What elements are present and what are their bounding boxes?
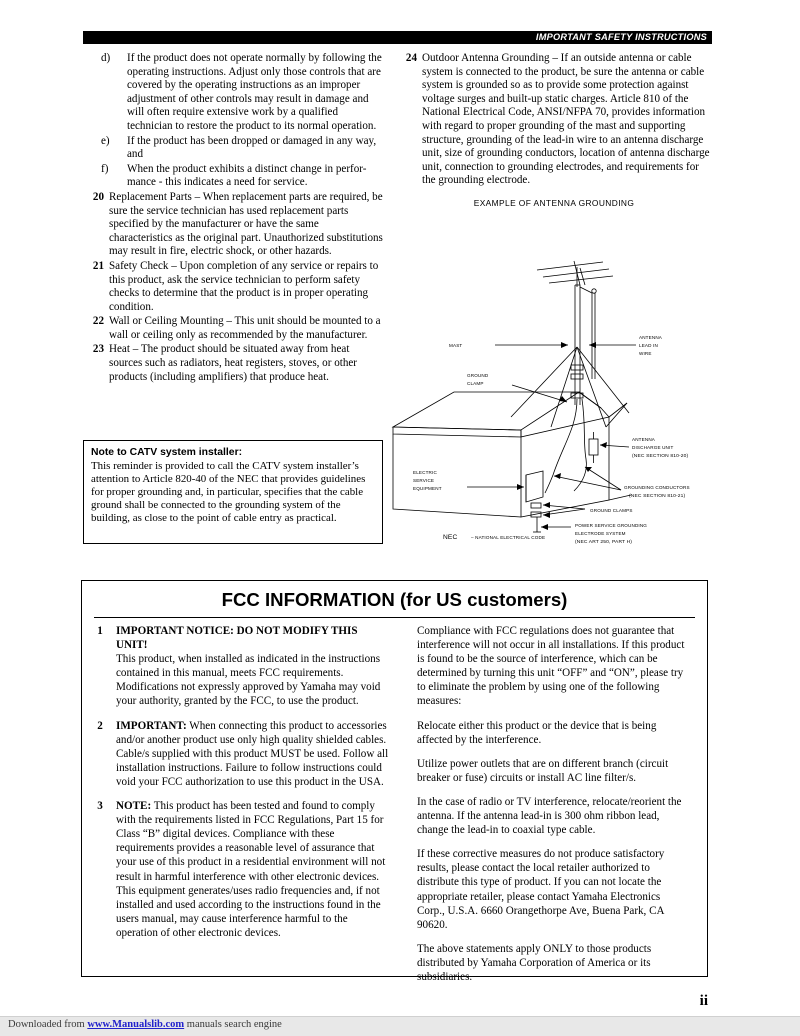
diagram-label-electric-2: SERVICE — [413, 478, 435, 483]
fcc-item-text — [116, 799, 391, 884]
list-marker: e) — [101, 134, 110, 147]
safety-right-column — [396, 52, 712, 545]
fcc-paragraph: If these corrective measures do not produce satisfactory results, please contact the local retailer authorized to distribute this type of product. If you can not locate the appropriate retailer, please contact Yamaha Electronics Corp., U.S.A. 6660 Orangethorpe Ave, Buena Park, CA 90620. — [417, 848, 665, 931]
page-number: ii — [699, 993, 708, 1009]
list-marker: 21 — [92, 259, 104, 272]
safety-instructions-section — [83, 52, 712, 544]
list-text: Outdoor Antenna Grounding – If an outside antenna or cable system is connected to the product, be sure the antenna or cable system is grounded so as to provide some protection against voltage surges and built-up static charges. Article 810 of the National Electrical Code, ANSI/NFPA 70, provides information with regard to proper grounding of the mast and supporting structure, grounding of the lead-in wire to an antenna discharge unit, size of grounding conductors, location of antenna discharge unit, connection to grounding electrodes, and requirements for the grounding electrode. — [422, 52, 710, 187]
diagram-label-discharge-2: DISCHARGE UNIT — [632, 445, 674, 450]
page-header-title: IMPORTANT SAFETY INSTRUCTIONS — [535, 31, 707, 42]
diagram-label-discharge-3: (NEC SECTION 810-20) — [632, 454, 689, 459]
fcc-paragraph: Utilize power outlets that are on different branch (circuit breaker or fuse) circuits or install AC line filter/s. — [417, 757, 669, 784]
list-marker: f) — [101, 162, 109, 175]
download-suffix: manuals search engine — [184, 1019, 282, 1030]
manualslib-link[interactable]: www.Manualslib.com — [87, 1019, 185, 1030]
diagram-label-electric-1: ELECTRIC — [413, 470, 437, 475]
fcc-item-heading — [116, 624, 391, 652]
diagram-label-mast: MAST — [449, 343, 463, 348]
fcc-left-column — [94, 624, 391, 984]
list-marker: 22 — [92, 315, 104, 328]
list-text: Wall or Ceiling Mounting – This unit should be mounted to a wall or ceiling only as recommended by the manufacturer. — [109, 315, 381, 341]
diagram-label-grounding-conductors-2: (NEC SECTION 810-21) — [629, 494, 686, 499]
diagram-title: EXAMPLE OF ANTENNA GROUNDING — [473, 197, 635, 208]
fcc-list-marker: 2 — [97, 719, 103, 732]
catv-note-body: This reminder is provided to call the CATV system installer’s attention to Article 820-40 of the NEC that provides guidelines for proper grounding and, in particular, specifies that the cable ground shall be connected to the grounding system of the building, as close to the point of cable entry as practical. — [91, 460, 366, 525]
diagram-label-electric-3: EQUIPMENT — [413, 486, 442, 491]
download-prefix: Downloaded from — [8, 1019, 88, 1030]
list-text: Replacement Parts – When replacement parts are required, be sure the service technician has used replacement parts specified by the manufacturer or have the same characteristics as the original part. Unauthorized substitutions may result in fire, electric shock, or other hazards. — [109, 190, 383, 258]
diagram-label-grounding-conductors-1: GROUNDING CONDUCTORS — [624, 485, 690, 490]
fcc-paragraph: The above statements apply ONLY to those products distributed by Yamaha Corporation of America or its subsidiaries. — [417, 942, 652, 983]
list-item — [83, 191, 383, 259]
fcc-item-text: This product, when installed as indicated in the instructions contained in this manual, meets FCC requirements. Modifications not expressly approved by Yamaha may void your authority, granted by the FCC, to use the product. — [116, 653, 381, 708]
diagram-label-power-service-2: ELECTRODE SYSTEM — [575, 531, 626, 536]
fcc-item-bold-lead: IMPORTANT: — [116, 719, 187, 732]
fcc-list-marker: 1 — [97, 625, 103, 637]
catv-note-title: Note to CATV system installer: — [91, 447, 243, 458]
fcc-item-body: This product has been tested and found to comply with the requirements listed in FCC Regulations, Part 15 for Class “B” digital devices. Compliance with these requirements provides a reasonable level of assurance that your use of this product in a residential environment will not result in harmful interference with other electronic devices. — [116, 800, 386, 883]
fcc-title: FCC INFORMATION (for US customers) — [221, 589, 568, 610]
diagram-label-antenna-lead-in-2: LEAD IN — [639, 343, 658, 348]
list-text: If the product does not operate normally by following the operating instructions. Adjust only those controls that are covered by the operating instructions as an improper adjustment of other controls may result in damage and will often require extensive work by a qualified technician to restore the product to its normal operation. — [127, 52, 382, 132]
diagram-label-antenna-lead-in-1: ANTENNA — [639, 335, 663, 340]
diagram-label-power-service-3: (NEC ART 250, PART H) — [575, 540, 633, 545]
antenna-grounding-diagram — [391, 227, 712, 547]
list-text: Safety Check – Upon completion of any service or repairs to this product, ask the service technician to perform safety checks to determine that the product is in proper operating condition. — [109, 259, 379, 313]
list-text: Heat – The product should be situated away from heat sources such as radiators, heat registers, stoves, or other products (including amplifiers) that produce heat. — [109, 343, 357, 383]
list-marker: 20 — [92, 190, 104, 203]
fcc-information-box — [81, 580, 708, 983]
fcc-paragraph: Relocate either this product or the device that is being affected by the interference. — [417, 719, 657, 746]
fcc-right-column — [417, 624, 689, 984]
fcc-item-bold-lead: IMPORTANT NOTICE: DO NOT MODIFY THIS UNIT! — [116, 625, 358, 652]
fcc-title-divider — [94, 617, 695, 618]
download-notice — [8, 1019, 282, 1030]
fcc-paragraph: In the case of radio or TV interference, relocate/reorient the antenna. If the antenna lead-in is 300 ohm ribbon lead, change the lead-in to coaxial type cable. — [417, 795, 682, 837]
diagram-label-antenna-lead-in-3: WIRE — [639, 351, 652, 356]
diagram-label-ground-clamp-1: GROUND — [467, 373, 489, 378]
list-item — [83, 52, 383, 134]
diagram-label-ground-clamps: GROUND CLAMPS — [590, 508, 633, 513]
safety-right-list — [396, 52, 712, 188]
diagram-label-nec-expansion: – NATIONAL ELECTRICAL CODE — [471, 535, 546, 540]
list-text: When the product exhibits a distinct change in perfor-mance - this indicates a need for service. — [127, 162, 367, 189]
diagram-label-nec-abbrev: NEC — [443, 534, 458, 541]
list-text: If the product has been dropped or damaged in any way, and — [127, 134, 377, 161]
diagram-label-discharge-1: ANTENNA — [632, 437, 656, 442]
diagram-label-ground-clamp-2: CLAMP — [467, 381, 484, 386]
fcc-list-item — [94, 624, 391, 709]
page-header-bar — [83, 31, 712, 44]
fcc-item-bold-lead: NOTE: — [116, 800, 152, 813]
fcc-paragraph: Compliance with FCC regulations does not guarantee that interference will not occur in all installations. If this product is found to be the source of interference, which can be determined by turning this unit “OFF” and “ON”, please try to eliminate the problem by using one of the following measures: — [417, 625, 685, 708]
list-item — [396, 52, 712, 188]
fcc-item-body: When connecting this product to accessories and/or another product use only high quality shielded cables. Cable/s supplied with this product MUST be used. Follow all installation instructions. Failure to follow instructions could void your FCC authorization to use this product in the USA. — [116, 719, 389, 788]
list-item — [83, 135, 383, 162]
safety-left-column — [83, 52, 383, 525]
fcc-item-text-2: This equipment generates/uses radio frequencies and, if not installed and used according to the instructions found in the users manual, may cause interference harmful to the operation of other electronic devices. — [116, 884, 381, 939]
fcc-list-marker: 3 — [97, 800, 103, 813]
list-item — [83, 260, 383, 314]
list-marker: 23 — [92, 343, 104, 356]
list-marker: 24 — [405, 52, 417, 64]
list-item — [83, 343, 383, 384]
fcc-item-text — [116, 719, 391, 789]
list-marker: d) — [101, 52, 111, 64]
list-item — [83, 163, 383, 190]
fcc-list-item — [94, 799, 391, 940]
safety-left-list — [83, 52, 383, 384]
catv-note-box — [83, 440, 383, 544]
diagram-label-power-service-1: POWER SERVICE GROUNDING — [575, 523, 648, 528]
list-item — [83, 315, 383, 342]
fcc-list-item — [94, 719, 391, 789]
